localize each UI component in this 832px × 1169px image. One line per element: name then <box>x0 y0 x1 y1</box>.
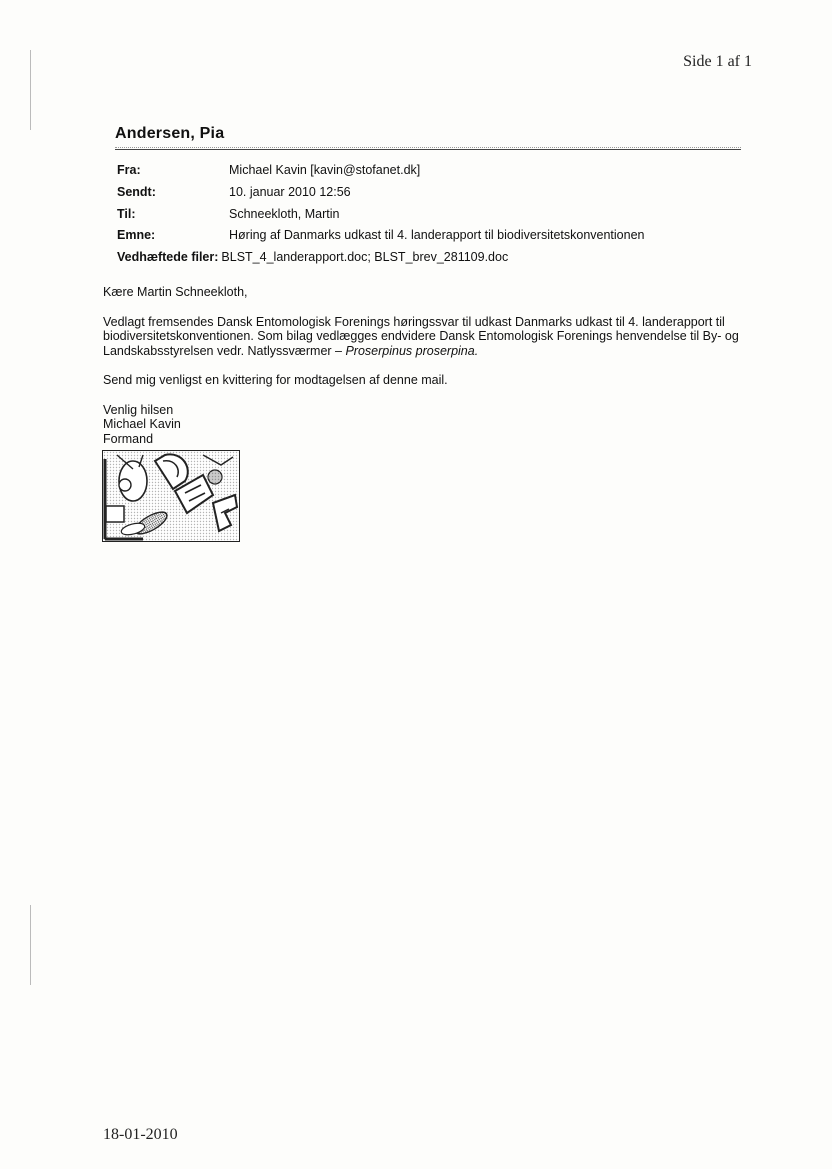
paragraph-text: Vedlagt fremsendes Dansk Entomologisk Forenings høringssvar til udkast Danmarks udkast til 4. landerapport til biodiversitetskonventionen. Som bilag vedlægges endvidere Dansk Entomologisk Forenings henvendelse til By- og Landskabsstyrelsen vedr. Natlyssværmer – <box>103 314 739 358</box>
scan-margin-mark <box>30 50 31 130</box>
society-logo-graphic <box>103 451 239 541</box>
sender-name: Andersen, Pia <box>115 125 225 142</box>
header-label: Til: <box>117 206 136 221</box>
attachments-value: BLST_4_landerapport.doc; BLST_brev_281109.doc <box>221 250 509 265</box>
header-label: Emne: <box>117 228 156 243</box>
sent-value: 10. januar 2010 12:56 <box>229 184 351 199</box>
header-row-from <box>117 160 645 182</box>
header-divider <box>115 149 741 150</box>
header-row-to <box>117 204 645 226</box>
signer-title: Formand <box>103 431 154 446</box>
greeting: Kære Martin Schneekloth, <box>103 285 248 299</box>
header-row-attachments <box>117 247 645 269</box>
subject-value: Høring af Danmarks udkast til 4. landerapport til biodiversitetskonventionen <box>229 228 645 243</box>
header-label: Vedhæftede filer: <box>117 250 219 265</box>
species-name: Proserpinus proserpina. <box>345 343 479 358</box>
header-row-subject <box>117 225 645 247</box>
society-logo <box>102 450 240 542</box>
body-paragraph: Send mig venligst en kvittering for modtagelsen af denne mail. <box>103 373 448 387</box>
body-paragraph <box>103 315 753 359</box>
to-value: Schneekloth, Martin <box>229 206 340 221</box>
scan-margin-mark <box>30 905 31 985</box>
header-divider-dotted <box>115 147 741 148</box>
page-number: Side 1 af 1 <box>683 53 752 70</box>
email-header-block <box>117 160 645 269</box>
signature <box>103 403 753 447</box>
email-body <box>103 285 753 446</box>
header-label: Fra: <box>117 163 141 177</box>
header-label: Sendt: <box>117 184 156 199</box>
from-value: Michael Kavin [kavin@stofanet.dk] <box>229 163 421 177</box>
footer-date: 18-01-2010 <box>103 1126 178 1143</box>
signoff: Venlig hilsen <box>103 402 174 417</box>
header-row-sent <box>117 182 645 204</box>
signer-name: Michael Kavin <box>103 417 181 431</box>
